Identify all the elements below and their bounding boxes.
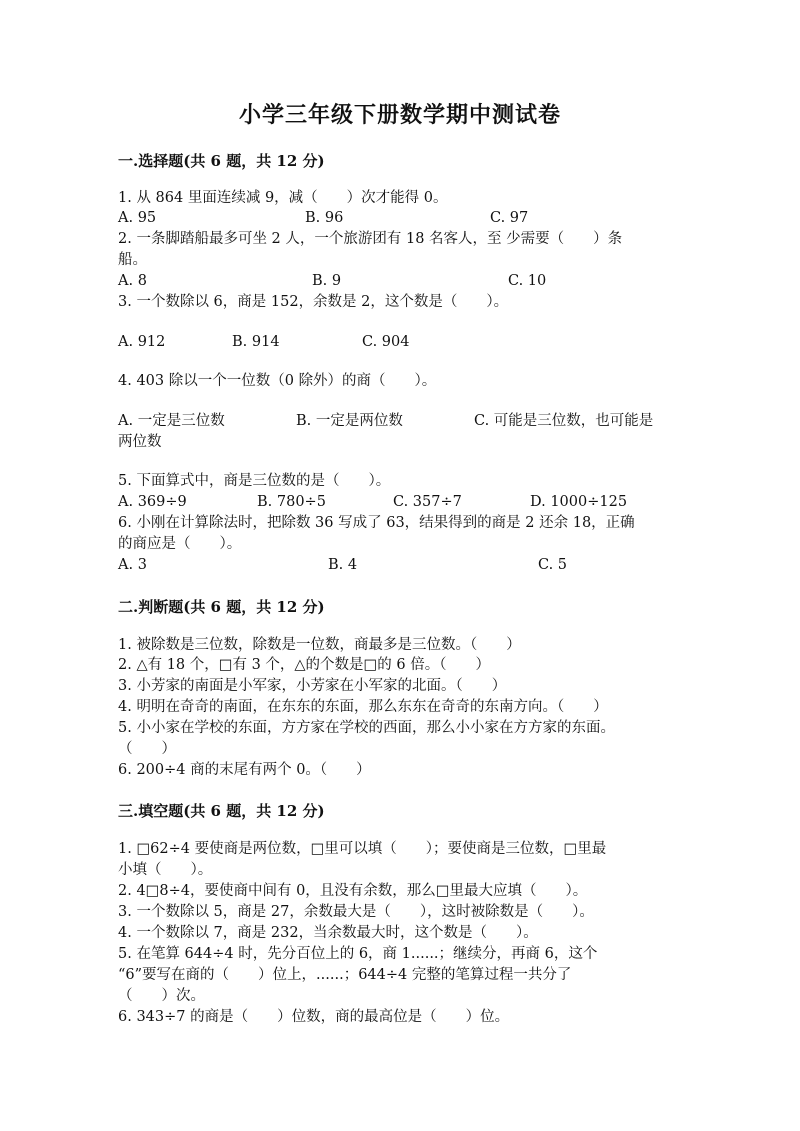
fill-item-continued: “6”要写在商的（ ）位上，......；644÷4 完整的笔算过程一共分了: [118, 967, 572, 983]
fill-item: 3. 一个数除以 5，商是 27，余数最大是（ ），这时被除数是（ ）。: [118, 904, 594, 920]
option-b: B. 一定是两位数: [296, 413, 403, 429]
option-c: C. 904: [362, 334, 410, 350]
option-a: A. 一定是三位数: [118, 413, 225, 429]
fill-item-continued: （ ）次。: [118, 988, 205, 1004]
option-c-continued: 两位数: [118, 434, 162, 450]
page-title: 小学三年级下册数学期中测试卷: [238, 102, 561, 128]
option-b: B. 780÷5: [257, 494, 326, 510]
question-stem-continued: 船。: [118, 252, 147, 268]
option-b: B. 9: [312, 273, 342, 289]
judgment-item: 6. 200÷4 商的末尾有两个 0。（ ）: [118, 762, 371, 778]
judgment-item: 1. 被除数是三位数，除数是一位数，商最多是三位数。（ ）: [118, 637, 521, 653]
fill-item: 4. 一个数除以 7，商是 232，当余数最大时，这个数是（ ）。: [118, 925, 538, 941]
question-stem: 6. 小刚在计算除法时，把除数 36 写成了 63，结果得到的商是 2 还余 18，正确: [118, 515, 635, 531]
option-c: C. 5: [538, 557, 568, 573]
option-b: B. 914: [232, 334, 280, 350]
question-stem: 1. 从 864 里面连续减 9，减（ ）次才能得 0。: [118, 190, 448, 206]
judgment-item: 2. △有 18 个，□有 3 个，△的个数是□的 6 倍。（ ）: [118, 657, 490, 673]
option-a: A. 95: [118, 210, 157, 226]
option-d: D. 1000÷125: [530, 494, 628, 510]
option-b: B. 96: [305, 210, 344, 226]
fill-item: 2. 4□8÷4，要使商中间有 0，且没有余数，那么□里最大应填（ ）。: [118, 883, 588, 899]
option-c: C. 357÷7: [393, 494, 462, 510]
section-heading-fill: 三.填空题(共 6 题，共 12 分): [118, 802, 325, 820]
judgment-item: 3. 小芳家的南面是小军家，小芳家在小军家的北面。（ ）: [118, 678, 507, 694]
fill-item: 6. 343÷7 的商是（ ）位数，商的最高位是（ ）位。: [118, 1009, 510, 1025]
question-stem: 3. 一个数除以 6，商是 152，余数是 2，这个数是（ ）。: [118, 294, 509, 310]
option-c: C. 10: [508, 273, 547, 289]
fill-item-continued: 小填（ ）。: [118, 862, 213, 878]
question-stem: 2. 一条脚踏船最多可坐 2 人，一个旅游团有 18 名客人，至 少需要（ ）条: [118, 231, 623, 247]
option-c: C. 97: [490, 210, 529, 226]
section-heading-judgment: 二.判断题(共 6 题，共 12 分): [118, 598, 325, 616]
option-a: A. 8: [118, 273, 147, 289]
option-a: A. 3: [118, 557, 147, 573]
question-stem: 5. 下面算式中，商是三位数的是（ ）。: [118, 473, 391, 489]
option-c: C. 可能是三位数，也可能是: [474, 413, 654, 429]
judgment-item: 4. 明明在奇奇的南面，在东东的东面，那么东东在奇奇的东南方向。（ ）: [118, 699, 608, 715]
section-heading-choice: 一.选择题(共 6 题，共 12 分): [118, 152, 325, 170]
fill-item: 1. □62÷4 要使商是两位数，□里可以填（ ）；要使商是三位数，□里最: [118, 841, 607, 857]
question-stem: 4. 403 除以一个一位数（0 除外）的商（ ）。: [118, 373, 437, 389]
judgment-item-continued: （ ）: [118, 741, 176, 757]
option-a: A. 912: [118, 334, 166, 350]
fill-item: 5. 在笔算 644÷4 时，先分百位上的 6，商 1......；继续分，再商 6，这个: [118, 946, 598, 962]
option-a: A. 369÷9: [118, 494, 187, 510]
question-stem-continued: 的商应是（ ）。: [118, 536, 242, 552]
option-b: B. 4: [328, 557, 358, 573]
judgment-item: 5. 小小家在学校的东面，方方家在学校的西面，那么小小家在方方家的东面。: [118, 720, 615, 736]
